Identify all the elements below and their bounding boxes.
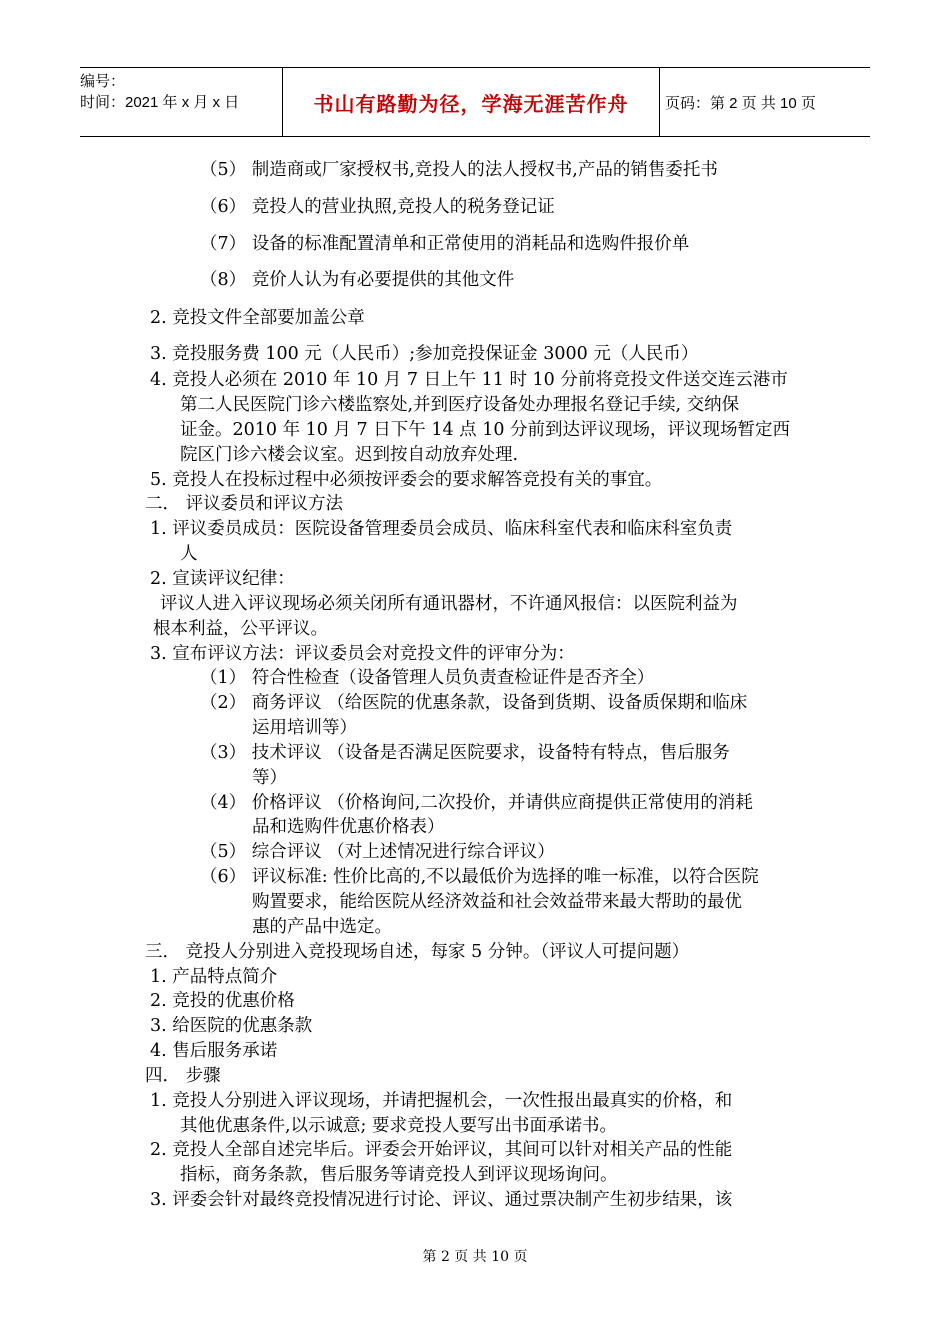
header-page-info — [660, 68, 870, 136]
header-meta — [80, 68, 283, 136]
motto: 书山有路勤为径，学海无涯苦作舟 — [313, 91, 629, 116]
page-info: 页码：第 2 页 共 10 页 — [665, 94, 816, 112]
body-line: （5） 制造商或厂家授权书,竞投人的法人授权书,产品的销售委托书 — [200, 160, 718, 180]
section-heading: 三． 竞投人分别进入竞投现场自述，每家 5 分钟。（评议人可提问题） — [145, 942, 690, 962]
body-line: 3. 竞投服务费 100 元（人民币）;参加竞投保证金 3000 元（人民币） — [150, 344, 699, 364]
section-heading: 四． 步骤 — [145, 1066, 221, 1086]
body-line: 指标，商务条款，售后服务等请竞投人到评议现场询问。 — [180, 1165, 618, 1185]
body-line: （6） 竞投人的营业执照,竞投人的税务登记证 — [200, 197, 555, 217]
page-header — [80, 67, 870, 137]
body-line: （5） 综合评议 （对上述情况进行综合评议） — [200, 842, 555, 862]
body-line: 惠的产品中选定。 — [252, 917, 392, 937]
code-label: 编号： — [80, 73, 126, 90]
body-line: 3. 宣布评议方法：评议委员会对竞投文件的评审分为： — [150, 644, 575, 664]
body-line: 2. 竞投文件全部要加盖公章 — [150, 308, 365, 328]
body-line: 3. 给医院的优惠条款 — [150, 1016, 313, 1036]
body-line: 3. 评委会针对最终竞投情况进行讨论、评议、通过票决制产生初步结果，该 — [150, 1190, 733, 1210]
body-line: 购置要求，能给医院从经济效益和社会效益带来最大帮助的最优 — [252, 892, 742, 912]
body-line: 其他优惠条件,以示诚意; 要求竞投人要写出书面承诺书。 — [180, 1116, 618, 1136]
body-line: 1. 竞投人分别进入评议现场，并请把握机会，一次性报出最真实的价格，和 — [150, 1091, 733, 1111]
body-line: 品和选购件优惠价格表） — [252, 817, 445, 837]
body-line: 1. 评议委员成员：医院设备管理委员会成员、临床科室代表和临床科室负责 — [150, 519, 733, 539]
body-line: 1. 产品特点简介 — [150, 967, 278, 987]
body-line: 根本利益，公平评议。 — [153, 619, 328, 639]
body-line: 院区门诊六楼会议室。迟到按自动放弃处理. — [180, 445, 519, 465]
body-line: （4） 价格评议 （价格询问,二次投价，并请供应商提供正常使用的消耗 — [200, 793, 753, 813]
header-motto-cell — [283, 68, 660, 136]
page-footer: 第 2 页 共 10 页 — [422, 1249, 528, 1265]
body-line: 2. 竞投的优惠价格 — [150, 991, 295, 1011]
body-line: 5. 竞投人在投标过程中必须按评委会的要求解答竞投有关的事宜。 — [150, 470, 663, 490]
time-label: 时间：2021 年 x 月 x 日 — [80, 94, 240, 111]
body-line: 证金。2010 年 10 月 7 日下午 14 点 10 分前到达评议现场，评议现场暂定西 — [180, 420, 791, 440]
body-line: 4. 竞投人必须在 2010 年 10 月 7 日上午 11 时 10 分前将竞投文件送交连云港市 — [150, 370, 788, 390]
body-line: 2. 竞投人全部自述完毕后。评委会开始评议，其间可以针对相关产品的性能 — [150, 1140, 733, 1160]
body-line: （3） 技术评议 （设备是否满足医院要求，设备特有特点，售后服务 — [200, 743, 730, 763]
body-line: 4. 售后服务承诺 — [150, 1041, 278, 1061]
body-line: （6） 评议标准: 性价比高的,不以最低价为选择的唯一标准，以符合医院 — [200, 867, 759, 887]
body-line: （8） 竞价人认为有必要提供的其他文件 — [200, 270, 515, 290]
body-line: 第二人民医院门诊六楼监察处,并到医疗设备处办理报名登记手续, 交纳保 — [180, 395, 740, 415]
body-line: 人 — [180, 544, 198, 564]
body-line: 运用培训等） — [252, 718, 357, 738]
body-line: （1） 符合性检查（设备管理人员负责查检证件是否齐全） — [200, 668, 655, 688]
body-line: 2. 宣读评议纪律： — [150, 569, 295, 589]
body-line: （2） 商务评议 （给医院的优惠条款，设备到货期、设备质保期和临床 — [200, 693, 748, 713]
section-heading: 二． 评议委员和评议方法 — [145, 494, 344, 514]
body-line: （7） 设备的标准配置清单和正常使用的消耗品和选购件报价单 — [200, 234, 690, 254]
body-line: 等） — [252, 768, 287, 788]
body-line: 评议人进入评议现场必须关闭所有通讯器材，不许通风报信：以医院利益为 — [160, 594, 738, 614]
